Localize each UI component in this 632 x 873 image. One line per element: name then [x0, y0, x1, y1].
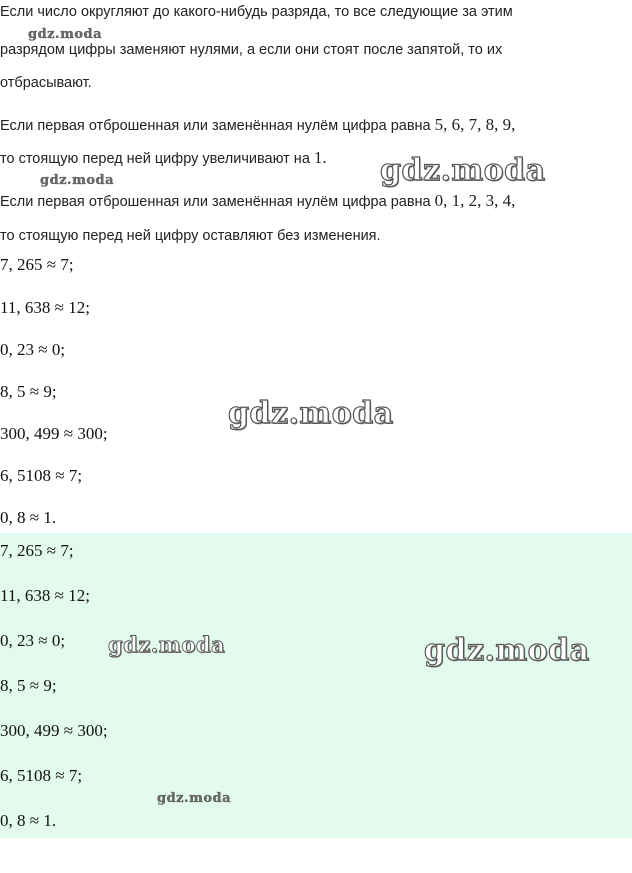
watermark: gdz.moda — [40, 173, 115, 188]
example-4: 8, 5 ≈ 9; — [0, 382, 57, 401]
round-up-digits: 5, 6, 7, 8, 9, — [434, 115, 516, 134]
rule-line-1: Если число округляют до какого-нибудь разряда, то все следующие за этим — [0, 4, 513, 20]
round-up-rule — [0, 115, 630, 136]
example-1: 7, 265 ≈ 7; — [0, 255, 74, 274]
answer-example-2: 11, 638 ≈ 12; — [0, 586, 90, 605]
answer-block — [0, 533, 632, 838]
round-down-rule — [0, 191, 630, 212]
round-up-one: 1. — [313, 148, 327, 167]
answer-example-1: 7, 265 ≈ 7; — [0, 541, 74, 560]
round-down-rule-line-2: то стоящую перед ней цифру оставляют без изменения. — [0, 228, 381, 244]
watermark: gdz.moda — [28, 27, 103, 42]
round-up-line2-text: то стоящую перед ней цифру увеличивают на — [0, 151, 310, 167]
watermark: gdz.moda — [380, 153, 546, 188]
example-3: 0, 23 ≈ 0; — [0, 340, 66, 359]
round-down-digits: 0, 1, 2, 3, 4, — [434, 191, 516, 210]
answer-example-6: 6, 5108 ≈ 7; — [0, 766, 83, 785]
example-6: 6, 5108 ≈ 7; — [0, 466, 83, 485]
rule-line-2: разрядом цифры заменяют нулями, а если они стоят после запятой, то их — [0, 42, 503, 58]
rule-line-3: отбрасывают. — [0, 75, 92, 91]
example-5: 300, 499 ≈ 300; — [0, 424, 108, 443]
watermark: gdz.moda — [157, 791, 232, 806]
example-7: 0, 8 ≈ 1. — [0, 508, 57, 527]
answer-example-3: 0, 23 ≈ 0; — [0, 631, 66, 650]
answer-example-4: 8, 5 ≈ 9; — [0, 676, 57, 695]
round-up-text: Если первая отброшенная или заменённая нулём цифра равна — [0, 118, 431, 134]
round-down-text: Если первая отброшенная или заменённая нулём цифра равна — [0, 194, 431, 210]
watermark: gdz.moda — [424, 633, 590, 668]
watermark: gdz.moda — [108, 632, 226, 657]
answer-example-5: 300, 499 ≈ 300; — [0, 721, 108, 740]
watermark: gdz.moda — [228, 396, 394, 431]
answer-example-7: 0, 8 ≈ 1. — [0, 811, 57, 830]
example-2: 11, 638 ≈ 12; — [0, 298, 90, 317]
